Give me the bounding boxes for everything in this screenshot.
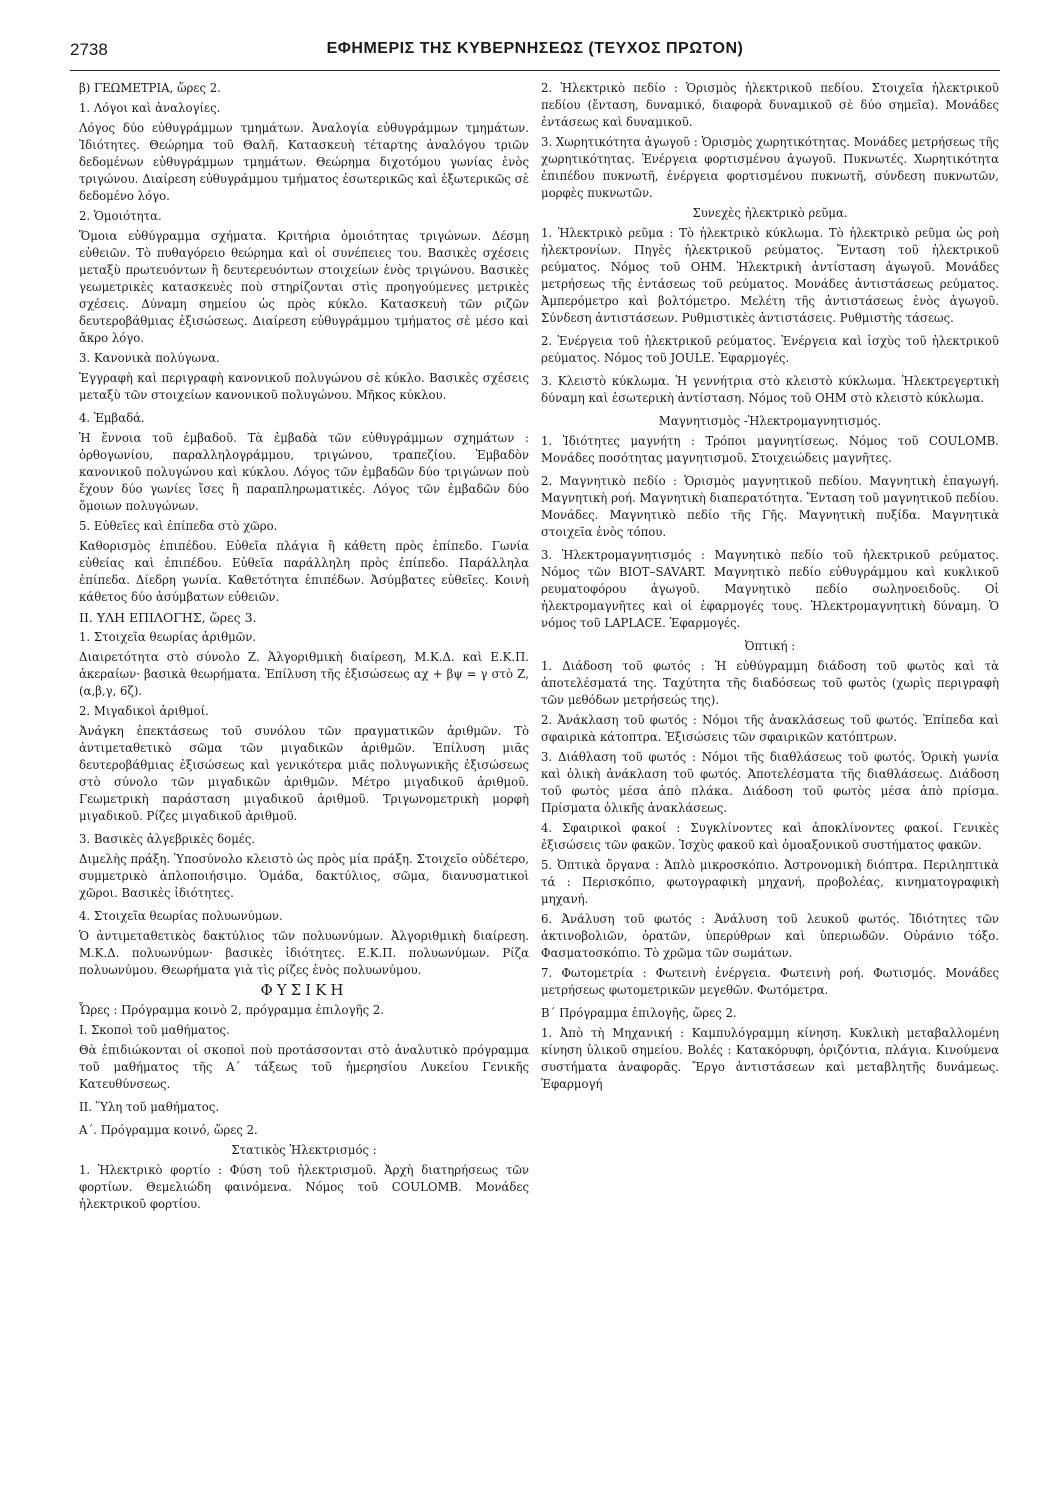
subsection-heading: 4. Στοιχεῖα θεωρίας πολυωνύμων. bbox=[79, 909, 283, 923]
paragraph: 6. Ἀνάλυση τοῦ φωτός : Ἀνάλυση τοῦ λευκοῦ φωτός. Ἰδιότητες τῶν ἀκτινοβολιῶν, ὁρατῶν, ὑπερύθρων καὶ ὑπεριωδῶν. Οὐράνιο τόξο. Φασματοσκόπιο. Τὸ χρῶμα τῶν σωμάτων. bbox=[541, 912, 999, 960]
subsection-heading: 3. Κανονικὰ πολύγωνα. bbox=[79, 351, 220, 365]
paragraph: Λόγος δύο εὐθυγράμμων τμημάτων. Ἀναλογία εὐθυγράμμων τμημάτων. Ἰδιότητες. Θεώρημα τοῦ Θαλῆ. Κατασκευὴ τέταρτης ἀναλόγου τριῶν δεδομένων εὐθυγράμμων τμημάτων. Θεώρημα διχοτόμου γωνίας ἑνὸς τριγώνου. Διαίρεση εὐθυγράμμου τμήματος ἐσωτερικῶς καὶ ἐξωτερικῶς σὲ δεδομένο λόγο. bbox=[79, 121, 529, 203]
physics-title: ΦΥΣΙΚΗ bbox=[260, 981, 348, 999]
paragraph: 3. Διάθλαση τοῦ φωτός : Νόμοι τῆς διαθλάσεως τοῦ φωτός. Ὁρικὴ γωνία καὶ ὁλικὴ ἀνάκλαση τοῦ φωτός. Ἀποτελέσματα τῆς διαθλάσεως. Διάδοση τοῦ φωτὸς μέσα ἀπὸ πλάκα. Διάδοση τοῦ φωτὸς μέσα ἀπὸ πρίσμα. Πρίσματα ὁλικῆς ἀνακλάσεως. bbox=[541, 750, 999, 815]
paragraph: 4. Σφαιρικοὶ φακοί : Συγκλίνοντες καὶ ἀποκλίνοντες φακοί. Γενικὲς ἐξισώσεις τῶν φακῶν. Ἰσχὺς φακοῦ καὶ ὁμοαξονικοῦ συστήματος φακῶν. bbox=[541, 821, 999, 852]
paragraph: 3. Χωρητικότητα ἀγωγοῦ : Ὁρισμὸς χωρητικότητας. Μονάδες μετρήσεως τῆς χωρητικότητας. Ἐνέργεια φορτισμένου ἀγωγοῦ. Πυκνωτές. Χωρητικότητα ἐπιπέδου πυκνωτῆ, ἐνέργεια φορτισμένου πυκνωτῆ, σύνδεση πυκνωτῶν, μορφὲς πυκνωτῶν. bbox=[541, 135, 999, 200]
subsection-heading: ΙΙ. Ὕλη τοῦ μαθήματος. bbox=[79, 1100, 220, 1114]
paragraph: Ἐγγραφὴ καὶ περιγραφὴ κανονικοῦ πολυγώνου σὲ κύκλο. Βασικὲς σχέσεις μεταξὺ τῶν στοιχείων κανονικοῦ πολυγώνου. Μῆκος κύκλου. bbox=[79, 371, 529, 402]
paragraph: 1. Ἰδιότητες μαγνήτη : Τρόποι μαγνητίσεως. Νόμος τοῦ COULOMB. Μονάδες ποσότητας μαγνητισμοῦ. Στοιχειώδεις μαγνῆτες. bbox=[541, 434, 999, 465]
subsection-heading: Ὀπτική : bbox=[744, 639, 796, 653]
paragraph: Θὰ ἐπιδιώκονται οἱ σκοποὶ ποὺ προτάσσονται στὸ ἀναλυτικὸ πρόγραμμα τοῦ μαθήματος τῆς Α΄ τάξεως τοῦ ἡμερησίου Λυκείου Γενικῆς Κατευθύνσεως. bbox=[79, 1043, 529, 1091]
journal-title: ΕΦΗΜΕΡΙΣ ΤΗΣ ΚΥΒΕΡΝΗΣΕΩΣ (ΤΕΥΧΟΣ ΠΡΩΤΟΝ) bbox=[326, 40, 744, 57]
paragraph: 7. Φωτομετρία : Φωτεινὴ ἐνέργεια. Φωτεινὴ ροή. Φωτισμός. Μονάδες μετρήσεως φωτομετρικῶν μεγεθῶν. Φωτόμετρα. bbox=[541, 966, 999, 997]
paragraph: Καθορισμὸς ἐπιπέδου. Εὐθεῖα πλάγια ἢ κάθετη πρὸς ἐπίπεδο. Γωνία εὐθείας καὶ ἐπιπέδου. Εὐθεῖα παράλληλη πρὸς ἐπίπεδο. Παράλληλα ἐπίπεδα. Δίεδρη γωνία. Καθετότητα ἐπιπέδων. Ἀσύμβατες εὐθεῖες. Κοινὴ κάθετος δύο ἀσύμβατων εὐθειῶν. bbox=[79, 539, 529, 604]
paragraph: Ὁ ἀντιμεταθετικὸς δακτύλιος τῶν πολυωνύμων. Ἀλγοριθμικὴ διαίρεση. Μ.Κ.Δ. πολυωνύμων· βασικὲς ἰδιότητες. Ε.Κ.Π. πολυωνύμων. Ρίζα πολυωνύμου. Θεωρήματα γιὰ τὶς ρίζες ἑνὸς πολυωνύμου. bbox=[79, 929, 529, 977]
subsection-heading: 2. Μιγαδικοὶ ἀριθμοί. bbox=[79, 704, 209, 718]
subsection-heading: Α΄. Πρόγραμμα κοινό, ὥρες 2. bbox=[79, 1123, 258, 1137]
section-heading: ΙΙ. ΥΛΗ ΕΠΙΛΟΓΗΣ, ὥρες 3. bbox=[79, 610, 257, 625]
subsection-heading: Β΄ Πρόγραμμα ἐπιλογῆς, ὥρες 2. bbox=[541, 1006, 737, 1020]
paragraph: 3. Ἠλεκτρομαγνητισμός : Μαγνητικὸ πεδίο τοῦ ἠλεκτρικοῦ ρεύματος. Νόμος τῶν BIOT–SAVART. Μαγνητικὸ πεδίο εὐθυγράμμου καὶ κυκλικοῦ ρευματοφόρου ἀγωγοῦ. Μαγνητικὸ πεδίο σωληνοειδοῦς. Οἱ ἠλεκτρομαγνῆτες καὶ οἱ ἐφαρμογές τους. Ἠλεκτρομαγνητικὴ δύναμη. Ὁ νόμος τοῦ LAPLACE. Ἐφαρμογές. bbox=[541, 548, 999, 630]
paragraph: Ὧρες : Πρόγραμμα κοινὸ 2, πρόγραμμα ἐπιλογῆς 2. bbox=[79, 1003, 384, 1017]
subsection-heading: 1. Λόγοι καὶ ἀναλογίες. bbox=[79, 101, 221, 115]
paragraph: 2. Ἠλεκτρικὸ πεδίο : Ὁρισμὸς ἠλεκτρικοῦ πεδίου. Στοιχεῖα ἠλεκτρικοῦ πεδίου (ἔνταση, δυναμικό, διαφορὰ δυναμικοῦ σὲ δύο σημεῖα). Μονάδες ἐντάσεως καὶ δυναμικοῦ. bbox=[541, 81, 999, 129]
subsection-heading: Στατικὸς Ἠλεκτρισμός : bbox=[231, 1143, 377, 1157]
right-column bbox=[541, 80, 999, 1096]
paragraph: 2. Μαγνητικὸ πεδίο : Ὁρισμὸς μαγνητικοῦ πεδίου. Μαγνητικὴ ἐπαγωγή. Μαγνητικὴ ροή. Μαγνητικὴ διαπερατότητα. Ἔνταση τοῦ μαγνητικοῦ πεδίου. Μονάδες. Μαγνητικὸ πεδίο τῆς Γῆς. Μαγνητικὴ πυξίδα. Μαγνητικὰ στοιχεῖα ἑνὸς τόπου. bbox=[541, 474, 999, 539]
paragraph: 1. Διάδοση τοῦ φωτός : Ἡ εὐθύγραμμη διάδοση τοῦ φωτὸς καὶ τὰ ἀποτελέσματά της. Ταχύτητα τῆς διαδόσεως τοῦ φωτὸς (χωρὶς περιγραφὴ τῶν μεθόδων μετρήσεώς της). bbox=[541, 659, 999, 707]
paragraph: 5. Ὀπτικὰ ὄργανα : Ἁπλὸ μικροσκόπιο. Ἀστρονομικὴ διόπτρα. Περιληπτικὰ τά : Περισκόπιο, φωτογραφικὴ μηχανή, προβολέας, κινηματογραφικὴ μηχανή. bbox=[541, 858, 999, 906]
subsection-heading: 1. Στοιχεῖα θεωρίας ἀριθμῶν. bbox=[79, 630, 257, 644]
subsection-heading: 4. Ἐμβαδά. bbox=[79, 411, 145, 425]
subsection-heading: 5. Εὐθεῖες καὶ ἐπίπεδα στὸ χῶρο. bbox=[79, 519, 278, 533]
subsection-heading: Συνεχὲς ἠλεκτρικὸ ρεῦμα. bbox=[692, 206, 848, 220]
section-heading: β) ΓΕΩΜΕΤΡΙΑ, ὥρες 2. bbox=[79, 81, 221, 95]
paragraph: 3. Κλειστὸ κύκλωμα. Ἡ γεννήτρια στὸ κλειστὸ κύκλωμα. Ἠλεκτρεγερτικὴ δύναμη καὶ ἐσωτερικὴ ἀντίσταση. Νόμος τοῦ ΟΗΜ στὸ κλειστὸ κύκλωμα. bbox=[541, 374, 999, 405]
subsection-heading: Μαγνητισμὸς -Ἠλεκτρομαγνητισμός. bbox=[658, 414, 882, 428]
subsection-heading: 2. Ὁμοιότητα. bbox=[79, 209, 162, 223]
paragraph: Ὅμοια εὐθύγραμμα σχήματα. Κριτήρια ὁμοιότητας τριγώνων. Δέσμη εὐθειῶν. Τὸ πυθαγόρειο θεώρημα καὶ οἱ συνέπειες του. Βασικὲς σχέσεις μεταξὺ πρωτευόντων ἢ δευτερευόντων στοιχείων ἑνὸς τριγώνου. Βασικὲς γεωμετρικὲς κατασκευὲς ποὺ στηρίζονται στὶς προηγούμενες μετρικὲς σχέσεις. Δύναμη σημείου ὡς πρὸς κύκλο. Κατασκευὴ τῶν ριζῶν δευτεροβάθμιας ἐξισώσεως. Διαίρεση εὐθυγράμμου τμήματος σὲ μέσο καὶ ἄκρο λόγο. bbox=[79, 229, 529, 345]
paragraph: 1. Ἠλεκτρικὸ φορτίο : Φύση τοῦ ἠλεκτρισμοῦ. Ἀρχὴ διατηρήσεως τῶν φορτίων. Θεμελιώδη φαινόμενα. Νόμος τοῦ COULOMB. Μονάδες ἠλεκτρικοῦ φορτίου. bbox=[79, 1163, 529, 1211]
left-column bbox=[79, 80, 529, 1216]
paragraph: 1. Ἠλεκτρικὸ ρεῦμα : Τὸ ἠλεκτρικὸ κύκλωμα. Τὸ ἠλεκτρικὸ ρεῦμα ὡς ροὴ ἠλεκτρονίων. Πηγὲς ἠλεκτρικοῦ ρεύματος. Ἔνταση τοῦ ἠλεκτρικοῦ ρεύματος. Νόμος τοῦ ΟΗΜ. Ἠλεκτρικὴ ἀντίσταση ἀγωγοῦ. Μονάδες μετρήσεως τῆς ἐντάσεως τοῦ ρεύματος. Μονάδες ἀντιστάσεως ρεύματος. Ἀμπερόμετρο καὶ βολτόμετρο. Μελέτη τῆς ἀντιστάσεως ἑνὸς ἀγωγοῦ. Σύνδεση ἀντιστάσεων. Ρυθμιστικὲς ἀντιστάσεις. Ρυθμιστὴς τάσεως. bbox=[541, 226, 999, 325]
subsection-heading: Ι. Σκοποὶ τοῦ μαθήματος. bbox=[79, 1023, 230, 1037]
paragraph: Διμελὴς πράξη. Ὑποσύνολο κλειστὸ ὡς πρὸς μία πράξη. Στοιχεῖο οὐδέτερο, συμμετρικὸ ἀπλοποιήσιμο. Ὁμάδα, δακτύλιος, σῶμα, διανυσματικοὶ χῶροι. Βασικὲς ἰδιότητες. bbox=[79, 852, 529, 900]
paragraph: 2. Ἐνέργεια τοῦ ἠλεκτρικοῦ ρεύματος. Ἐνέργεια καὶ ἰσχὺς τοῦ ἠλεκτρικοῦ ρεύματος. Νόμος τοῦ JOULE. Ἐφαρμογές. bbox=[541, 334, 999, 365]
paragraph: Ἡ ἔννοια τοῦ ἐμβαδοῦ. Τὰ ἐμβαδὰ τῶν εὐθυγράμμων σχημάτων : ὀρθογωνίου, παραλληλογράμμου, τριγώνου, τραπεζίου. Ἐμβαδὸν κανονικοῦ πολυγώνου καὶ κύκλου. Λόγος τῶν ἐμβαδῶν δύο τριγώνων ποὺ ἔχουν δύο γωνίες ἴσες ἢ παραπληρωματικές. Λόγος τῶν ἐμβαδῶν δύο ὅμοιων πολυγώνων. bbox=[79, 431, 529, 513]
paragraph: Ἀνάγκη ἐπεκτάσεως τοῦ συνόλου τῶν πραγματικῶν ἀριθμῶν. Τὸ ἀντιμεταθετικὸ σῶμα τῶν μιγαδικῶν ἀριθμῶν. Ἐπίλυση μιᾶς δευτεροβάθμιας ἐξισώσεως καὶ γενικότερα μιᾶς πολυγωνικῆς ἐξισώσεως στὸ σύνολο τῶν μιγαδικῶν ἀριθμῶν. Μέτρο μιγαδικοῦ ἀριθμοῦ. Γεωμετρικὴ παράσταση μιγαδικοῦ ἀριθμοῦ. Τριγωνομετρικὴ μορφὴ μιγαδικοῦ. Ρίζες μιγαδικοῦ ἀριθμοῦ. bbox=[79, 724, 529, 823]
page-header bbox=[70, 34, 1000, 71]
paragraph: 2. Ἀνάκλαση τοῦ φωτός : Νόμοι τῆς ἀνακλάσεως τοῦ φωτός. Ἐπίπεδα καὶ σφαιρικὰ κάτοπτρα. Ἐξισώσεις τῶν σφαιρικῶν κατόπτρων. bbox=[541, 713, 999, 744]
subsection-heading: 3. Βασικὲς ἀλγεβρικὲς δομές. bbox=[79, 832, 256, 846]
page-number: 2738 bbox=[70, 40, 108, 59]
paragraph: 1. Ἀπὸ τὴ Μηχανική : Καμπυλόγραμμη κίνηση. Κυκλικὴ μεταβαλλομένη κίνηση ὑλικοῦ σημείου. Βολές : Κατακόρυφη, ὁριζόντια, πλάγια. Κινούμενα συστήματα ἀναφορᾶς. Ἔργο ἀντιστάσεων καὶ μεταβλητῆς δυνάμεως. Ἐφαρμογή bbox=[541, 1026, 999, 1091]
paragraph: Διαιρετότητα στὸ σύνολο Ζ. Ἀλγοριθμικὴ διαίρεση, Μ.Κ.Δ. καὶ Ε.Κ.Π. ἀκεραίων· βασικὰ θεωρήματα. Ἐπίλυση τῆς ἐξισώσεως αχ + βψ = γ στὸ Ζ, (α,β,γ, 6ζ). bbox=[79, 650, 529, 698]
